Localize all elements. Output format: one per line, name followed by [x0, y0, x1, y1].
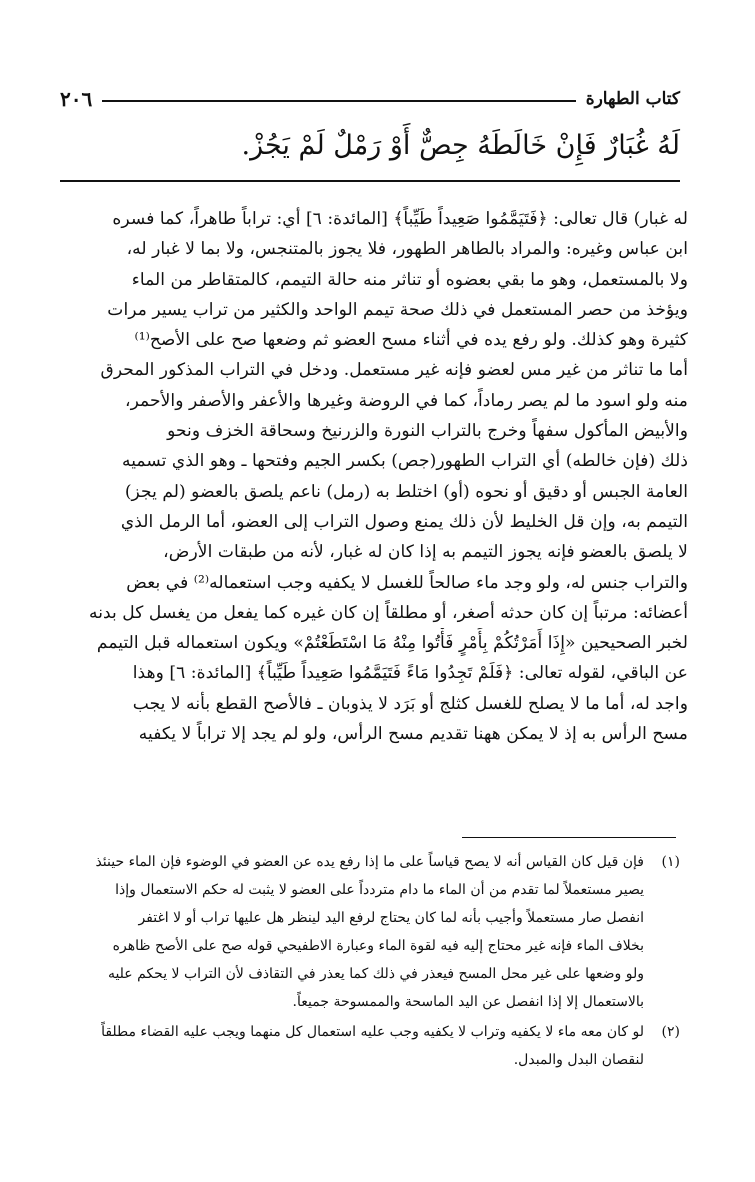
footnote-body	[60, 848, 644, 1016]
matn-divider	[60, 180, 680, 182]
footnote-marker: (٢)	[661, 1024, 680, 1040]
commentary-line: ولا بالمستعمل، وهو ما بقي بعضوه أو تناثر منه حالة التيمم، كالمتقاطر من الماء	[131, 269, 688, 290]
footnote-line: لنقصان البدل والمبدل.	[513, 1052, 644, 1068]
commentary-line: ويؤخذ من حصر المستعمل في ذلك صحة تيمم الواحد والكثير من تراب يسير مرات	[107, 299, 688, 320]
footnote-1	[60, 848, 680, 1016]
footnote-divider	[462, 837, 676, 838]
commentary-line: له غبار) قال تعالى: ﴿فَتَيَمَّمُوا صَعِيداً طَيِّباً﴾ [المائدة: ٦] أي: تراباً طاهراً، كما فسره	[112, 209, 688, 229]
footnote-line: يصير مستعملاً لما تقدم من أن الماء ما دام متردداً على العضو لا يثبت له حكم الاستعمال وإذا	[115, 882, 644, 898]
commentary-line: أعضائه: مرتباً إن كان حدثه أصغر، أو مطلقاً إن كان غيره كما يفعل من يغسل كل بدنه	[88, 602, 688, 623]
matn-text: لَهُ غُبَارٌ فَإِنْ خَالَطَهُ جِصٌّ أَوْ رَمْلٌ لَمْ يَجُزْ.	[241, 130, 680, 161]
commentary-line: لا يلصق بالعضو فإنه يجوز التيمم به إذا كان له غبار، لأنه من طبقات الأرض،	[163, 542, 688, 563]
commentary-line: منه ولو اسود ما لم يصر رماداً، كما في الروضة وغيرها والأعفر والأصفر والأحمر،	[125, 390, 688, 411]
commentary-line: التيمم به، وإن قل الخليط لأن ذلك يمنع وصول التراب إلى العضو، أما الرمل الذي	[120, 511, 688, 532]
commentary-line: لخبر الصحيحين «إِذَا أَمَرْتُكُمْ بِأَمْرٍ فَأْتُوا مِنْهُ مَا اسْتَطَعْتُمْ» ويكون استعماله قبل التيمم	[96, 633, 688, 654]
footnote-line: بالاستعمال إلا إذا انفصل عن اليد الماسحة والممسوحة جميعاً.	[292, 994, 644, 1010]
running-header	[60, 84, 680, 114]
page-number: ٢٠٦	[60, 87, 93, 111]
commentary-line: عن الباقي، لقوله تعالى: ﴿فَلَمْ تَجِدُوا مَاءً فَتَيَمَّمُوا صَعِيداً طَيِّباً﴾ [المائدة: ٦] وهذا	[132, 663, 688, 684]
header-rule	[102, 100, 575, 102]
commentary-line: العامة الجبس أو دقيق أو نحوه (أو) اختلط به (رمل) ناعم يلصق بالعضو (لم يجز)	[124, 481, 688, 502]
footnote-line: انفصل صار مستعملاً وأجيب بأنه لما كان يحتاج لرفع اليد لينظر هل عليها تراب أو لا اغتفر	[138, 910, 644, 926]
footnote-body	[60, 1018, 644, 1074]
commentary-line: كثيرة وهو كذلك. ولو رفع يده في أثناء مسح العضو ثم وضعها صح على الأصح⁽¹⁾	[134, 330, 688, 351]
commentary-line: مسح الرأس به إذ لا يمكن ههنا تقديم مسح الرأس، ولو لم يجد إلا تراباً لا يكفيه	[138, 724, 688, 745]
commentary-line: والأبيض المأكول سفهاً وخرج بالتراب النورة والزرنيخ وسحاقة الخزف ونحو	[167, 421, 688, 442]
commentary-line: ذلك (فإن خالطه) أي التراب الطهور(جص) بكسر الجيم وفتحها ـ وهو الذي تسميه	[121, 451, 688, 472]
footnote-line: بخلاف الماء فإنه غير محتاج إليه فيه لقوة الماء وعبارة الاطفيحي قوله صح على الأصح ظاهره	[112, 938, 644, 954]
footnote-line: ولو وضعها على غير محل المسح فيعذر في ذلك كما يعذر في التقاذف لأن التراب لا يحكم عليه	[107, 966, 644, 982]
footnote-marker: (١)	[661, 854, 680, 870]
footnote-line: فإن قيل كان القياس أنه لا يصح قياساً على ما إذا رفع يده عن العضو في الوضوء فإن الماء حينئذ	[95, 854, 644, 870]
commentary-line: أما ما تناثر من غير مس لعضو فإنه غير مستعمل. ودخل في التراب المذكور المحرق	[100, 360, 688, 381]
commentary-line: واجد له، أما ما لا يصلح للغسل كثلج أو بَرَد لا يذوبان ـ فالأصح القطع بأنه لا يجب	[132, 693, 688, 714]
footnote-line: لو كان معه ماء لا يكفيه وتراب لا يكفيه وجب عليه استعمال كل منهما ويجب عليه القضاء مطلقاً	[101, 1024, 644, 1040]
footnote-2	[60, 1018, 680, 1074]
footnotes	[60, 848, 680, 1076]
commentary	[60, 204, 688, 749]
commentary-line: ابن عباس وغيره: والمراد بالطاهر الطهور، فلا يجوز بالمتنجس، ولا بما لا غبار له،	[126, 239, 688, 260]
commentary-line: والتراب جنس له، ولو وجد ماء صالحاً للغسل لا يكفيه وجب استعماله⁽²⁾ في بعض	[126, 572, 688, 593]
book-title: كتاب الطهارة	[585, 89, 680, 109]
